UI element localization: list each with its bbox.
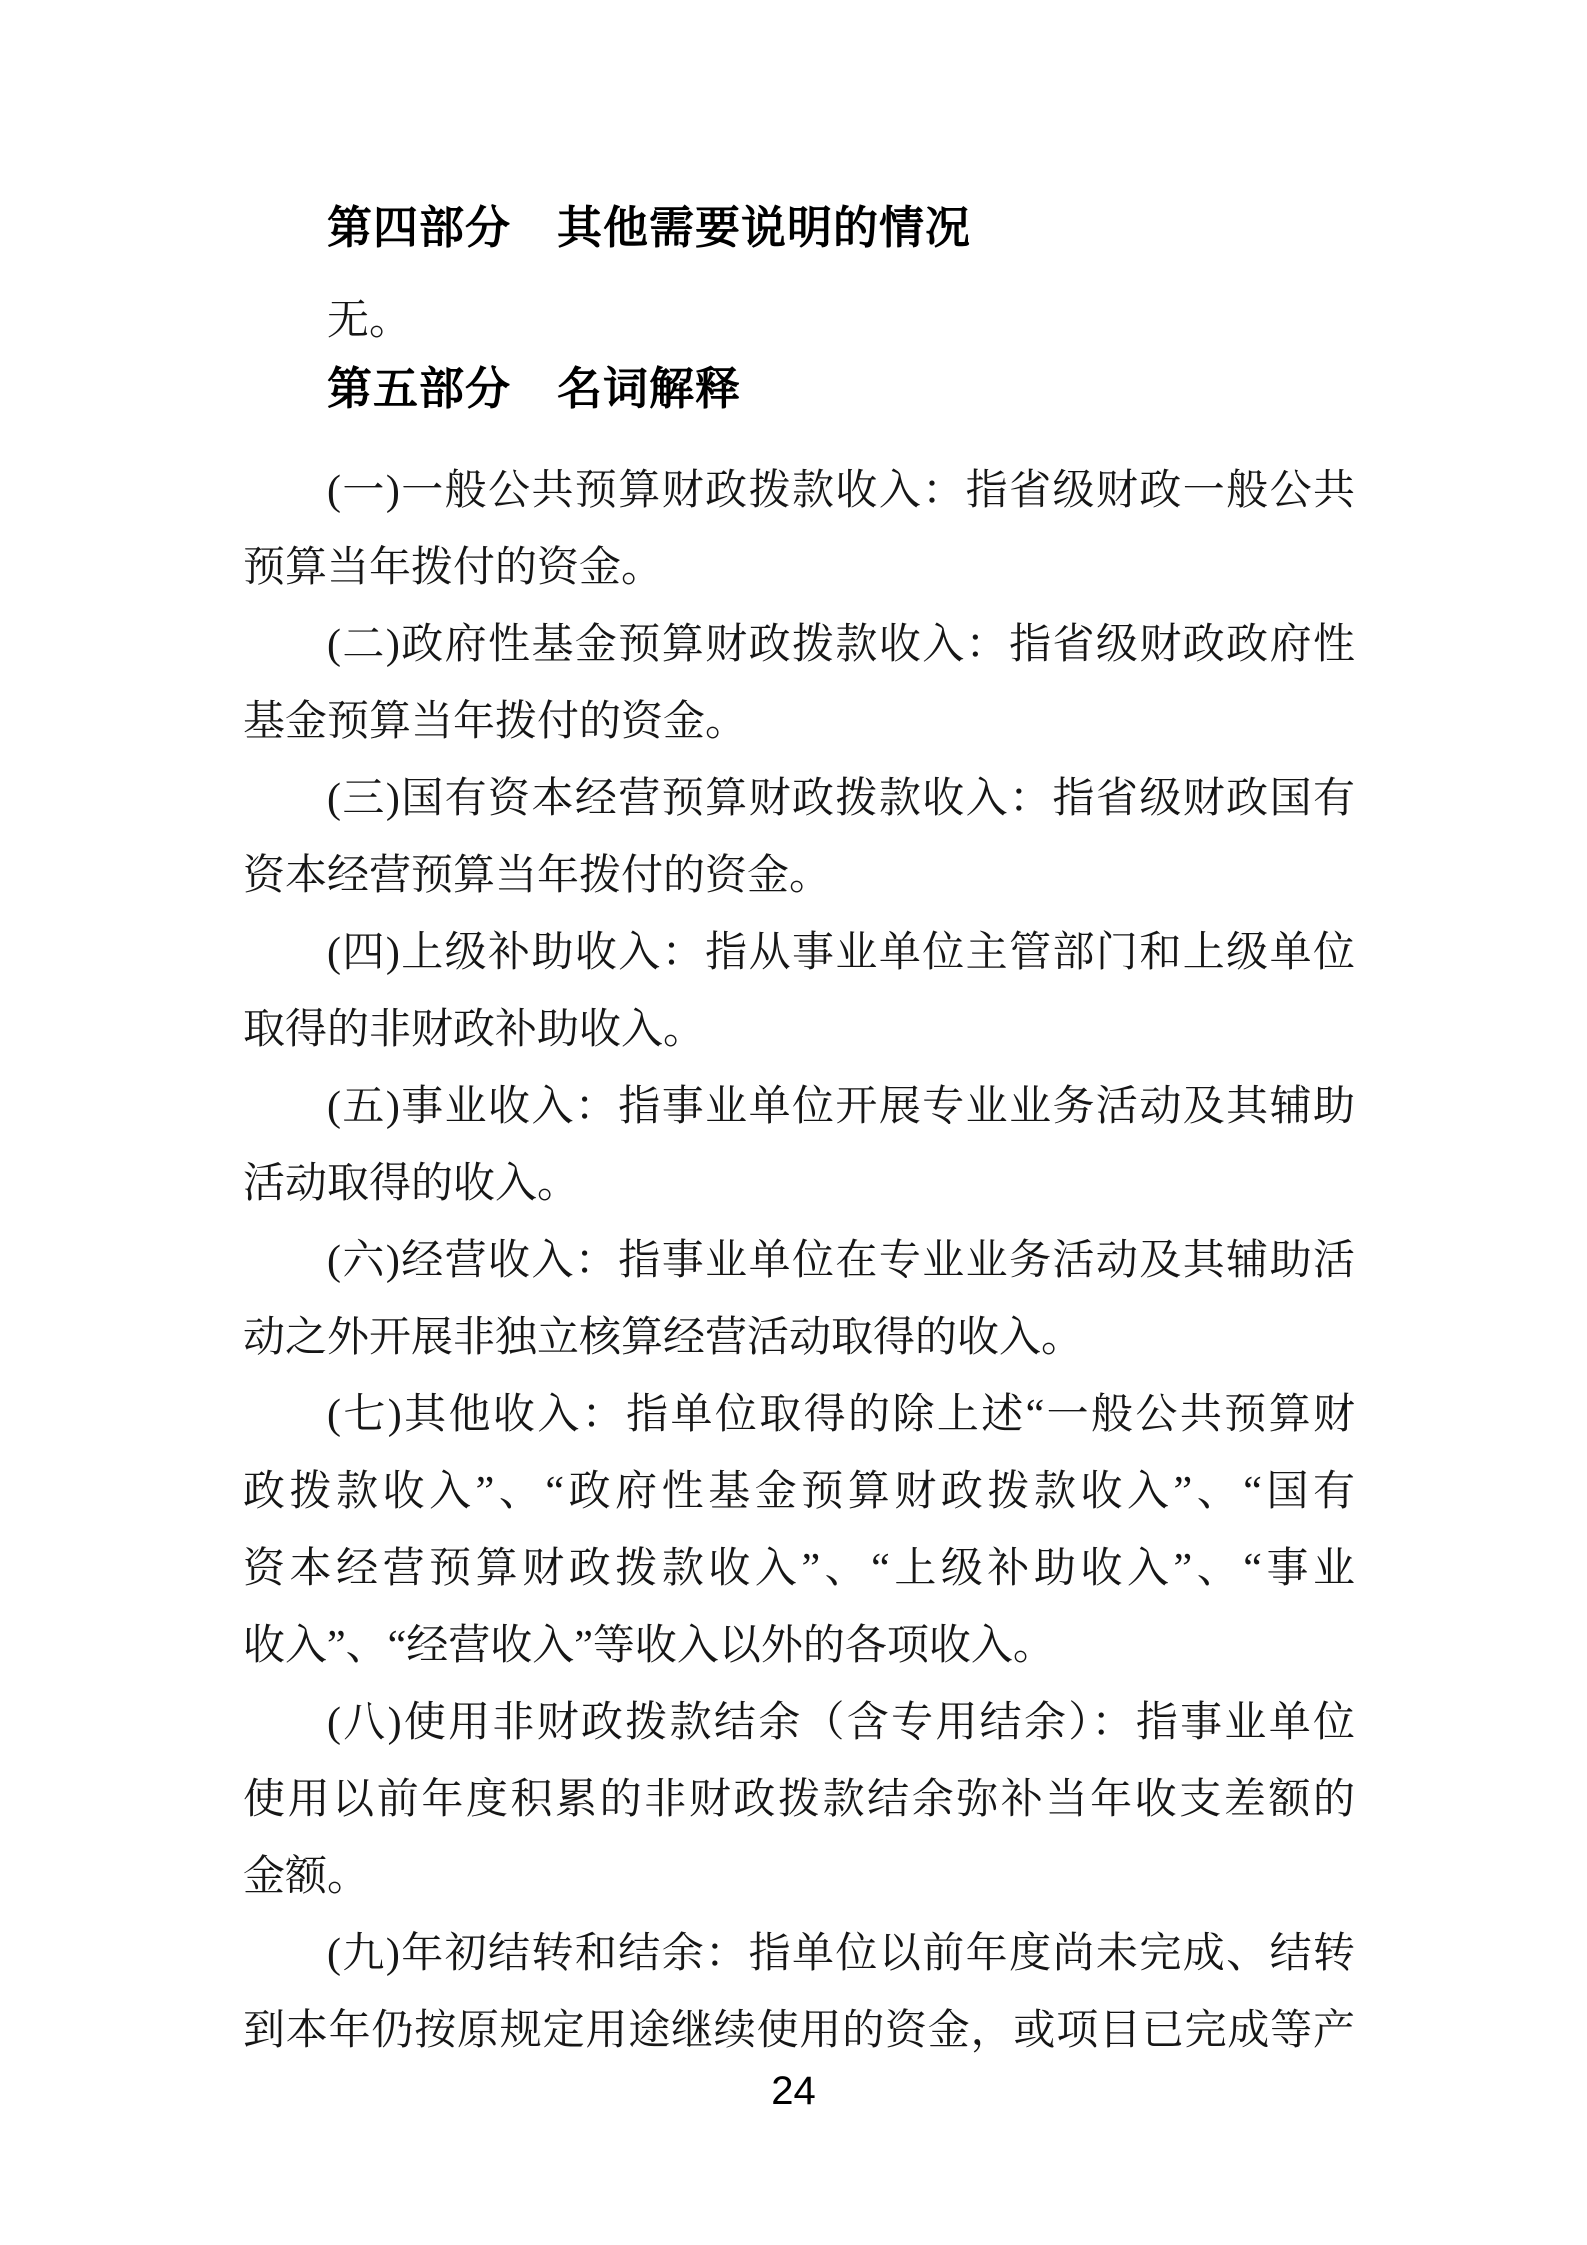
page-number: 24 — [771, 2069, 816, 2113]
definition-line: 资本经营预算当年拨付的资金。 — [243, 853, 832, 899]
definition-line: 预算当年拨付的资金。 — [243, 545, 664, 591]
definition-item — [243, 1685, 1355, 1916]
definition-line: 活动取得的收入。 — [243, 1161, 580, 1207]
definition-line: (四)上级补助收入：指从事业单位主管部门和上级单位 — [327, 930, 1355, 976]
definition-line: (九)年初结转和结余：指单位以前年度尚未完成、结转 — [327, 1931, 1355, 1977]
definition-line: 使用以前年度积累的非财政拨款结余弥补当年收支差额的 — [243, 1777, 1355, 1823]
definitions-list — [243, 453, 1355, 2070]
definition-item — [243, 1069, 1355, 1223]
definition-line: 到本年仍按原规定用途继续使用的资金，或项目已完成等产 — [243, 2008, 1355, 2054]
definition-line: 基金预算当年拨付的资金。 — [243, 699, 748, 745]
definition-line: 政拨款收入”、“政府性基金预算财政拨款收入”、“国有 — [243, 1469, 1355, 1515]
part5-heading: 第五部分 名词解释 — [327, 363, 742, 414]
definition-line: (三)国有资本经营预算财政拨款收入：指省级财政国有 — [327, 776, 1355, 822]
definition-line: (二)政府性基金预算财政拨款收入：指省级财政政府性 — [327, 622, 1355, 668]
definition-item — [243, 1916, 1355, 2070]
definition-item — [243, 1223, 1355, 1377]
definition-line: 金额。 — [243, 1854, 370, 1900]
definition-item — [243, 761, 1355, 915]
definition-line: 取得的非财政补助收入。 — [243, 1007, 706, 1053]
part4-heading: 第四部分 其他需要说明的情况 — [327, 202, 972, 253]
definition-item — [243, 1377, 1355, 1685]
definition-item — [243, 915, 1355, 1069]
definition-line: 收入”、“经营收入”等收入以外的各项收入。 — [243, 1623, 1055, 1669]
definition-item — [243, 607, 1355, 761]
definition-line: (七)其他收入：指单位取得的除上述“一般公共预算财 — [327, 1392, 1355, 1438]
definition-line: (六)经营收入：指事业单位在专业业务活动及其辅助活 — [327, 1238, 1355, 1284]
definition-line: (五)事业收入：指事业单位开展专业业务活动及其辅助 — [327, 1084, 1355, 1130]
definition-line: 动之外开展非独立核算经营活动取得的收入。 — [243, 1315, 1084, 1361]
definition-line: (八)使用非财政拨款结余（含专用结余）：指事业单位 — [327, 1700, 1355, 1746]
definition-item — [243, 453, 1355, 607]
definition-line: 资本经营预算财政拨款收入”、“上级补助收入”、“事业 — [243, 1546, 1355, 1592]
definition-line: (一)一般公共预算财政拨款收入：指省级财政一般公共 — [327, 468, 1355, 514]
part4-content: 无。 — [327, 298, 412, 344]
